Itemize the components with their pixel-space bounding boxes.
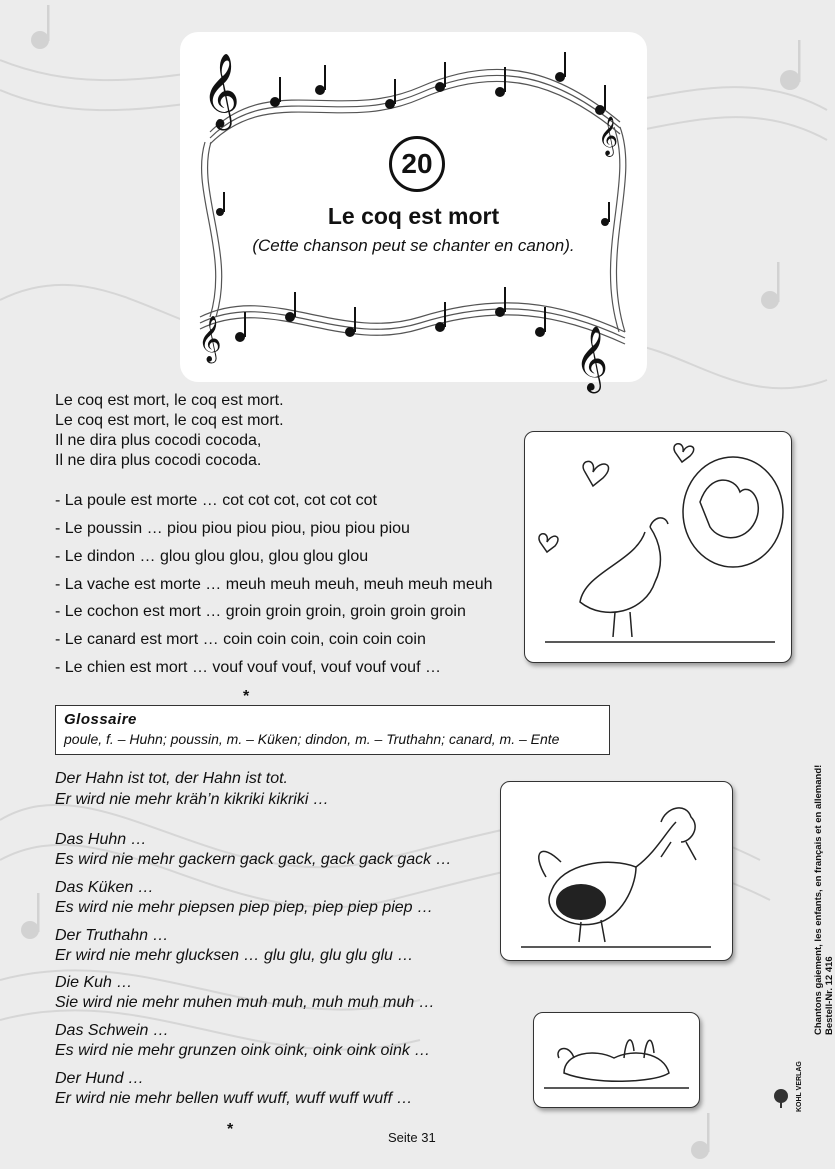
german-verse-line: Er wird nie mehr kräh’n kikriki kikriki …	[55, 791, 329, 808]
tree-logo-icon	[772, 1088, 790, 1108]
german-verse-line: Der Hahn ist tot, der Hahn ist tot.	[55, 770, 288, 787]
german-animal-name: Der Truthahn …	[55, 927, 169, 944]
page-number: Seite 31	[388, 1130, 436, 1145]
german-animal-line: Es wird nie mehr gackern gack gack, gack gack gack …	[55, 851, 452, 868]
song-title: Le coq est mort	[327, 203, 500, 229]
german-animal-name: Das Küken …	[55, 879, 154, 896]
svg-text:𝄞: 𝄞	[575, 326, 609, 391]
german-animal-line: Es wird nie mehr piepsen piep piep, piep piep piep …	[55, 899, 434, 916]
song-subtitle: (Cette chanson peut se chanter en canon).	[252, 236, 575, 255]
french-verse-line: Le coq est mort, le coq est mort.	[55, 392, 284, 409]
glossary-title: Glossaire	[64, 711, 137, 728]
publisher-name: KOHL VERLAG	[796, 1061, 803, 1112]
french-animal-line: - Le canard est mort … coin coin coin, coin coin coin	[55, 631, 426, 648]
german-animal-name: Das Schwein …	[55, 1022, 169, 1039]
dead-animal-illustration	[533, 1012, 700, 1108]
section-separator-bottom: *	[227, 1121, 234, 1138]
glossary-text: poule, f. – Huhn; poussin, m. – Küken; dindon, m. – Truthahn; canard, m. – Ente	[64, 731, 560, 747]
german-animal-line: Sie wird nie mehr muhen muh muh, muh muh muh …	[55, 994, 435, 1011]
svg-text:𝄞: 𝄞	[598, 116, 619, 156]
german-animal-name: Die Kuh …	[55, 974, 133, 991]
song-number: 20	[389, 136, 445, 192]
german-animal-line: Es wird nie mehr grunzen oink oink, oink oink oink …	[55, 1042, 431, 1059]
german-animal-name: Das Huhn …	[55, 831, 147, 848]
french-animal-line: - Le dindon … glou glou glou, glou glou glou	[55, 548, 369, 565]
french-verse-line: Il ne dira plus cocodi cocoda.	[55, 452, 262, 469]
falling-rooster-illustration	[500, 781, 733, 961]
svg-text:𝄞: 𝄞	[202, 54, 240, 128]
french-animal-line: - La vache est morte … meuh meuh meuh, meuh meuh meuh	[55, 576, 493, 593]
order-number: Bestell-Nr. 12 416	[824, 956, 835, 1035]
french-animal-line: - Le poussin … piou piou piou piou, piou piou piou	[55, 520, 410, 537]
french-animal-line: - Le cochon est mort … groin groin groin, groin groin groin	[55, 603, 466, 620]
german-animal-name: Der Hund …	[55, 1070, 144, 1087]
book-info-vertical	[813, 760, 835, 1035]
french-verse-line: Il ne dira plus cocodi cocoda,	[55, 432, 262, 449]
french-verse-line: Le coq est mort, le coq est mort.	[55, 412, 284, 429]
section-separator: *	[243, 688, 250, 705]
french-animal-line: - Le chien est mort … vouf vouf vouf, vouf vouf vouf …	[55, 659, 441, 676]
svg-text:𝄞: 𝄞	[198, 316, 222, 362]
glossary-box	[55, 705, 610, 755]
german-animal-line: Er wird nie mehr glucksen … glu glu, glu glu glu …	[55, 947, 414, 964]
book-title: Chantons gaiement, les enfants, en français et en allemand!	[813, 764, 824, 1035]
rooster-hen-illustration	[524, 431, 792, 663]
french-animal-line: - La poule est morte … cot cot cot, cot cot cot	[55, 492, 377, 509]
german-animal-line: Er wird nie mehr bellen wuff wuff, wuff wuff wuff …	[55, 1090, 413, 1107]
